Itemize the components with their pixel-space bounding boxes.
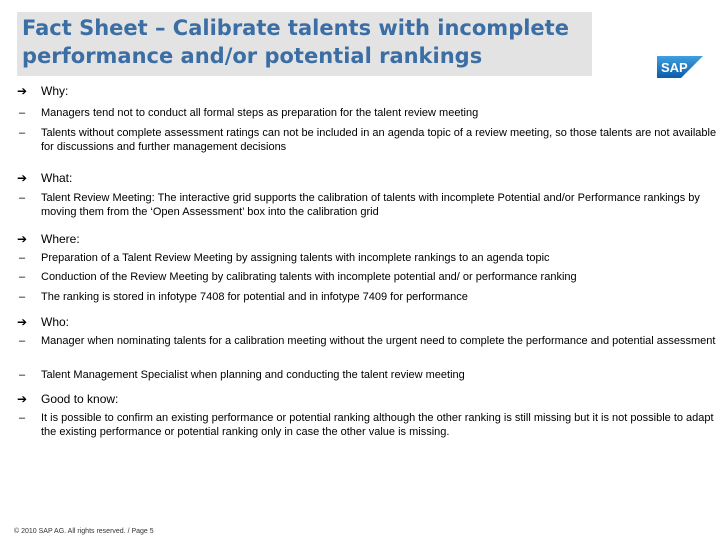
dash-bullet: – xyxy=(18,252,26,264)
arrow-icon: ➔ xyxy=(16,392,28,406)
dash-bullet: – xyxy=(18,271,26,283)
dash-bullet: – xyxy=(18,291,26,303)
arrow-icon: ➔ xyxy=(16,84,28,98)
slide-title: Fact Sheet – Calibrate talents with incomplete performance and/or potential rankings xyxy=(22,16,569,68)
dash-bullet: – xyxy=(18,192,26,204)
arrow-icon: ➔ xyxy=(16,171,28,185)
footer-copyright: © 2010 SAP AG. All rights reserved. / Page 5 xyxy=(14,528,154,535)
arrow-icon: ➔ xyxy=(16,315,28,329)
dash-bullet: – xyxy=(18,127,26,139)
arrow-icon: ➔ xyxy=(16,232,28,246)
dash-bullet: – xyxy=(18,335,26,347)
dash-bullet: – xyxy=(18,412,26,424)
sap-logo-text: SAP xyxy=(661,60,688,75)
dash-bullet: – xyxy=(18,107,26,119)
sap-logo xyxy=(657,56,703,78)
dash-bullet: – xyxy=(18,369,26,381)
